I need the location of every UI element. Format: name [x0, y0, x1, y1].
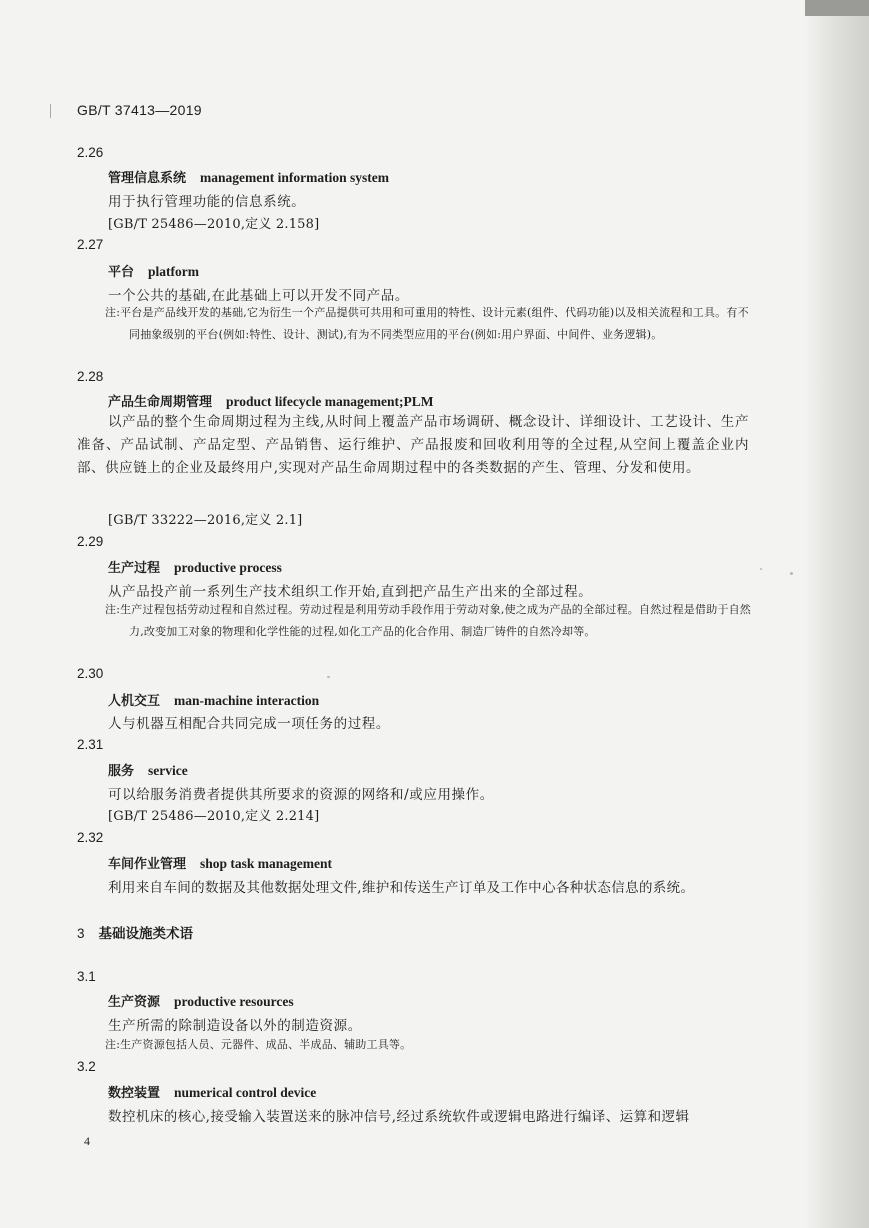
entry-term	[108, 391, 433, 410]
entry-definition: 一个公共的基础,在此基础上可以开发不同产品。	[108, 288, 409, 304]
entry-term	[108, 167, 389, 186]
term-zh: 产品生命周期管理	[108, 395, 213, 410]
section-number: 3	[77, 926, 85, 941]
scan-speck	[790, 572, 793, 575]
margin-mark	[50, 104, 51, 118]
term-zh: 数控装置	[108, 1086, 161, 1101]
scan-shadow-corner	[805, 0, 869, 16]
entry-note	[105, 302, 757, 345]
entry-number: 3.1	[77, 969, 96, 984]
entry-number: 2.29	[77, 534, 104, 549]
term-en: product lifecycle management;PLM	[226, 394, 434, 409]
entry-number: 2.27	[77, 237, 104, 252]
entry-definition: 人与机器互相配合共同完成一项任务的过程。	[108, 716, 390, 732]
entry-number: 2.30	[77, 666, 104, 681]
entry-definition: 生产所需的除制造设备以外的制造资源。	[108, 1018, 362, 1034]
term-en: numerical control device	[174, 1085, 317, 1100]
note-text: 注:平台是产品线开发的基础,它为衍生一个产品提供可共用和可重用的特性、设计元素(组件、代码功能)以及相关流程和工具。有不同抽象级别的平台(例如:特性、设计、测试),有为不同类型应用的平台(例如:用户界面、中间件、业务逻辑)。	[105, 306, 749, 341]
page-number: 4	[84, 1134, 90, 1148]
scan-speck	[327, 676, 330, 678]
term-zh: 管理信息系统	[108, 171, 187, 186]
entry-term	[108, 1082, 316, 1101]
entry-term	[108, 991, 294, 1010]
entry-number: 2.26	[77, 145, 104, 160]
entry-definition: 从产品投产前一系列生产技术组织工作开始,直到把产品生产出来的全部过程。	[108, 584, 593, 600]
term-zh: 车间作业管理	[108, 857, 187, 872]
term-zh: 服务	[108, 764, 135, 779]
section-title: 基础设施类术语	[98, 926, 194, 942]
entry-note	[105, 1034, 757, 1056]
entry-number: 2.28	[77, 369, 104, 384]
entry-definition: 可以给服务消费者提供其所要求的资源的网络和/或应用操作。	[108, 787, 494, 803]
term-en: productive resources	[174, 994, 294, 1009]
note-text: 注:生产过程包括劳动过程和自然过程。劳动过程是利用劳动手段作用于劳动对象,使之成为产品的全部过程。自然过程是借助于自然力,改变加工对象的物理和化学性能的过程,如化工产品的化合作用、制造厂铸件的自然冷却等。	[105, 603, 751, 638]
scan-speck	[760, 568, 762, 570]
entry-number: 3.2	[77, 1059, 96, 1074]
entry-term	[108, 760, 188, 779]
term-zh: 人机交互	[108, 694, 161, 709]
term-en: service	[148, 763, 188, 778]
entry-term	[108, 557, 282, 576]
term-en: productive process	[174, 560, 282, 575]
entry-number: 2.32	[77, 830, 104, 845]
standard-header: GB/T 37413—2019	[77, 102, 202, 118]
entry-source: [GB/T 25486—2010,定义 2.214]	[108, 809, 320, 824]
term-zh: 平台	[108, 265, 135, 280]
section-heading	[77, 922, 193, 942]
scan-shadow-edge	[805, 0, 869, 1228]
entry-definition: 数控机床的核心,接受输入装置送来的脉冲信号,经过系统软件或逻辑电路进行编译、运算和逻辑	[108, 1109, 690, 1125]
entry-source: [GB/T 25486—2010,定义 2.158]	[108, 217, 320, 232]
entry-number: 2.31	[77, 737, 104, 752]
term-en: management information system	[200, 170, 389, 185]
term-en: man-machine interaction	[174, 693, 320, 708]
note-text: 注:生产资源包括人员、元器件、成品、半成品、辅助工具等。	[105, 1038, 412, 1051]
entry-definition: 以产品的整个生命周期过程为主线,从时间上覆盖产品市场调研、概念设计、详细设计、工艺设计、生产准备、产品试制、产品定型、产品销售、运行维护、产品报废和回收利用等的全过程,从空间上覆盖企业内部、供应链上的企业及最终用户,实现对产品生命周期过程中的各类数据的产生、管理、分发和使用。	[77, 414, 749, 476]
entry-source: [GB/T 33222—2016,定义 2.1]	[108, 513, 303, 528]
entry-note	[105, 599, 757, 642]
entry-term	[108, 690, 319, 709]
term-en: platform	[148, 264, 200, 279]
entry-definition: 用于执行管理功能的信息系统。	[108, 194, 306, 210]
term-en: shop task management	[200, 856, 333, 871]
entry-definition: 利用来自车间的数据及其他数据处理文件,维护和传送生产订单及工作中心各种状态信息的系统。	[108, 880, 695, 896]
term-zh: 生产资源	[108, 995, 161, 1010]
term-zh: 生产过程	[108, 561, 161, 576]
entry-term	[108, 261, 199, 280]
entry-term	[108, 853, 332, 872]
